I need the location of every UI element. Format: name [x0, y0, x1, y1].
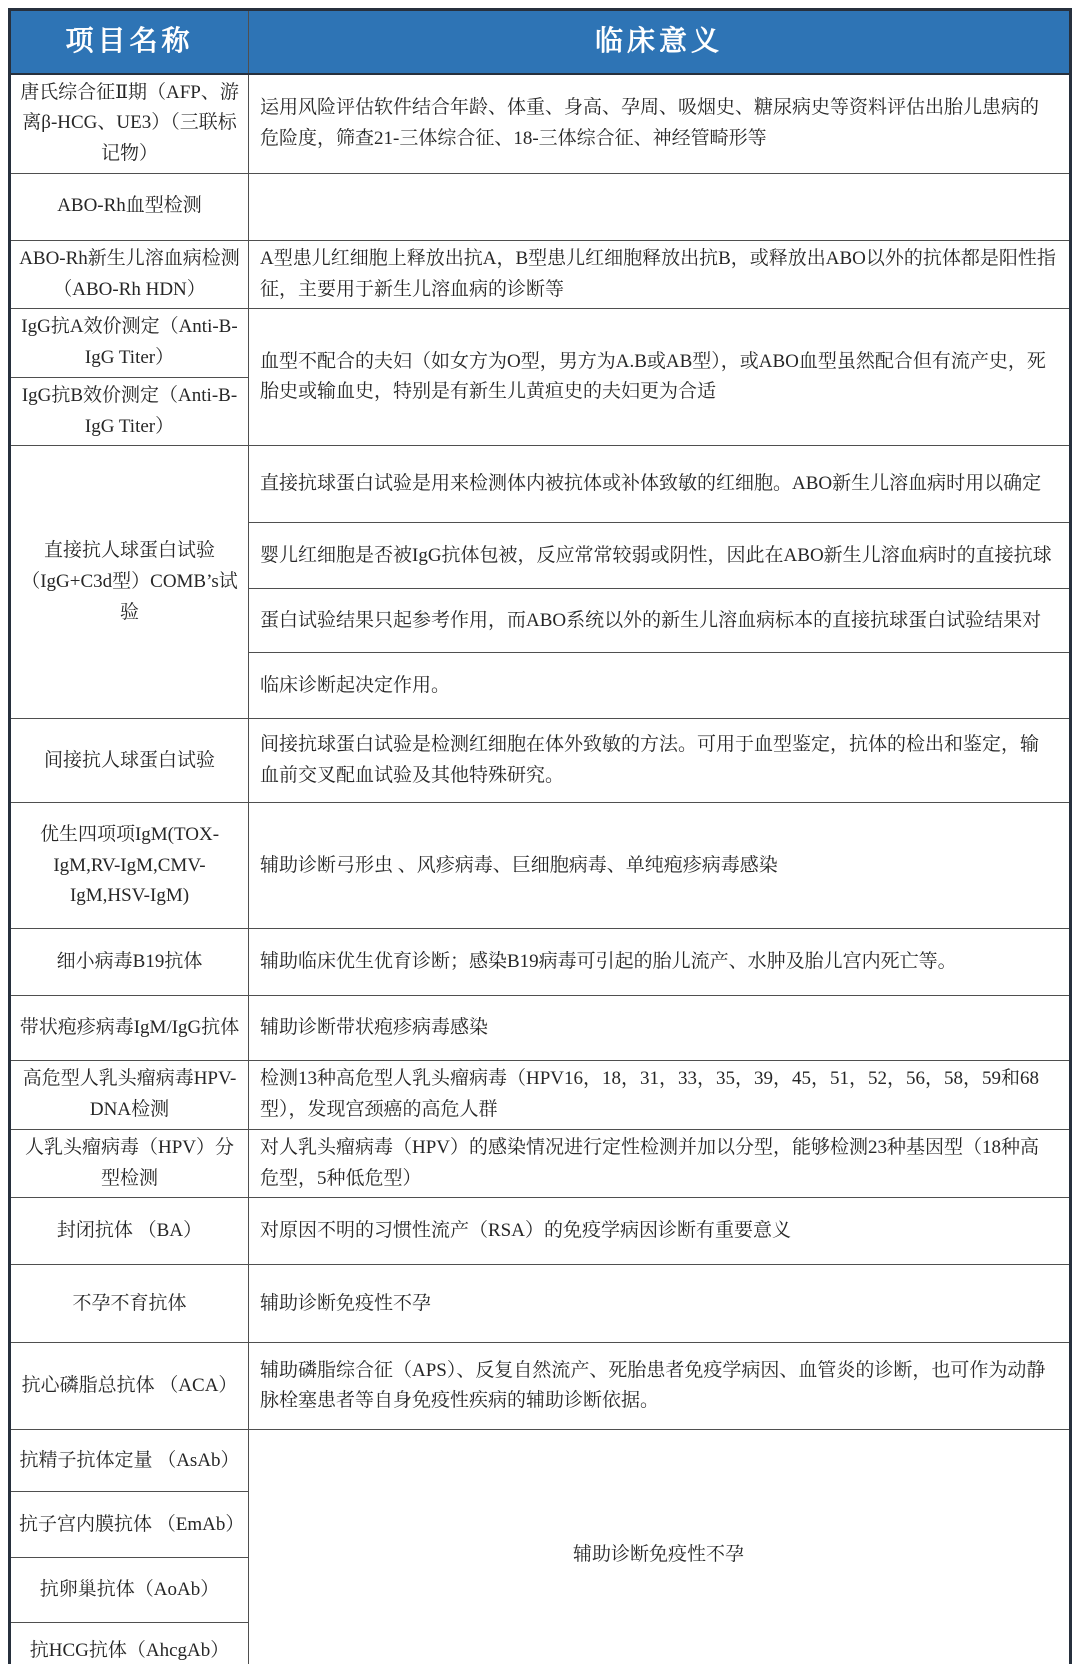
- table-row: [10, 173, 1071, 240]
- meaning-cell: 运用风险评估软件结合年龄、体重、身高、孕周、吸烟史、糖尿病史等资料评估出胎儿患病的危险度，筛查21-三体综合征、18-三体综合征、神经管畸形等: [249, 74, 1071, 174]
- table-row: [10, 1061, 1071, 1130]
- meaning-cell: 辅助临床优生优育诊断；感染B19病毒可引起的胎儿流产、水肿及胎儿宫内死亡等。: [249, 929, 1071, 996]
- meaning-subcell: 直接抗球蛋白试验是用来检测体内被抗体或补体致敏的红细胞。ABO新生儿溶血病时用以确定: [249, 446, 1071, 523]
- meaning-subcell: 蛋白试验结果只起参考作用，而ABO系统以外的新生儿溶血病标本的直接抗球蛋白试验结果对: [249, 589, 1071, 653]
- test-name-cell: IgG抗B效价测定（Anti-B-IgG Titer）: [10, 377, 249, 446]
- test-name-cell: 人乳头瘤病毒（HPV）分型检测: [10, 1129, 249, 1198]
- test-name-cell: 带状疱疹病毒IgM/IgG抗体: [10, 996, 249, 1061]
- meaning-cell: 检测13种高危型人乳头瘤病毒（HPV16，18，31，33，35，39，45，51，52，56，58，59和68型），发现宫颈癌的高危人群: [249, 1061, 1071, 1130]
- test-name-cell: 抗HCG抗体（AhcgAb）: [10, 1623, 249, 1664]
- table-row: [10, 1265, 1071, 1343]
- test-name-cell: 不孕不育抗体: [10, 1265, 249, 1343]
- test-name-cell: 唐氏综合征Ⅱ期（AFP、游离β-HCG、UE3）（三联标记物）: [10, 74, 249, 174]
- table-row: [10, 929, 1071, 996]
- column-header-clinical-significance: 临床意义: [249, 10, 1071, 74]
- test-name-cell: 高危型人乳头瘤病毒HPV-DNA检测: [10, 1061, 249, 1130]
- test-name-cell: 间接抗人球蛋白试验: [10, 719, 249, 803]
- table-row: [10, 74, 1071, 174]
- meaning-subcell: 临床诊断起决定作用。: [249, 653, 1071, 719]
- meaning-cell: 对人乳头瘤病毒（HPV）的感染情况进行定性检测并加以分型，能够检测23种基因型（18种高危型，5种低危型）: [249, 1129, 1071, 1198]
- clinical-significance-table: [8, 8, 1072, 1664]
- meaning-cell-empty: [249, 173, 1071, 240]
- meaning-subcell: 婴儿红细胞是否被IgG抗体包被，反应常常较弱或阴性，因此在ABO新生儿溶血病时的直接抗球: [249, 523, 1071, 589]
- test-name-cell: 抗子宫内膜抗体 （EmAb）: [10, 1492, 249, 1558]
- test-name-cell: 优生四项项IgM(TOX-IgM,RV-IgM,CMV-IgM,HSV-IgM): [10, 803, 249, 929]
- table-row: [10, 996, 1071, 1061]
- header-row: [10, 10, 1071, 74]
- meaning-cell: 间接抗球蛋白试验是检测红细胞在体外致敏的方法。可用于血型鉴定，抗体的检出和鉴定，输血前交叉配血试验及其他特殊研究。: [249, 719, 1071, 803]
- table-row: [10, 1343, 1071, 1430]
- table-row: [10, 240, 1071, 309]
- table-row: [10, 803, 1071, 929]
- table-row: [10, 1430, 1071, 1492]
- meaning-cell-merged: 辅助诊断免疫性不孕: [249, 1430, 1071, 1664]
- meaning-cell: A型患儿红细胞上释放出抗A，B型患儿红细胞释放出抗B，或释放出ABO以外的抗体都是阳性指征，主要用于新生儿溶血病的诊断等: [249, 240, 1071, 309]
- column-header-project-name: 项目名称: [10, 10, 249, 74]
- meaning-cell-merged: 血型不配合的夫妇（如女方为O型，男方为A.B或AB型），或ABO血型虽然配合但有流产史，死胎史或输血史，特别是有新生儿黄疸史的夫妇更为合适: [249, 309, 1071, 446]
- test-name-cell-merged: 直接抗人球蛋白试验（IgG+C3d型）COMB’s试验: [10, 446, 249, 719]
- test-name-cell: 细小病毒B19抗体: [10, 929, 249, 996]
- table-row: [10, 719, 1071, 803]
- table-row: [10, 309, 1071, 378]
- meaning-cell: 辅助诊断带状疱疹病毒感染: [249, 996, 1071, 1061]
- table-row: [10, 1198, 1071, 1265]
- test-name-cell: 抗卵巢抗体（AoAb）: [10, 1558, 249, 1623]
- test-name-cell: IgG抗A效价测定（Anti-B-IgG Titer）: [10, 309, 249, 378]
- table-row: [10, 446, 1071, 523]
- meaning-cell: 辅助诊断弓形虫 、风疹病毒、巨细胞病毒、单纯疱疹病毒感染: [249, 803, 1071, 929]
- meaning-cell: 辅助磷脂综合征（APS）、反复自然流产、死胎患者免疫学病因、血管炎的诊断，也可作为动静脉栓塞患者等自身免疫性疾病的辅助诊断依据。: [249, 1343, 1071, 1430]
- meaning-cell: 对原因不明的习惯性流产（RSA）的免疫学病因诊断有重要意义: [249, 1198, 1071, 1265]
- test-name-cell: ABO-Rh血型检测: [10, 173, 249, 240]
- table-row: [10, 1129, 1071, 1198]
- test-name-cell: 抗心磷脂总抗体 （ACA）: [10, 1343, 249, 1430]
- test-name-cell: 封闭抗体 （BA）: [10, 1198, 249, 1265]
- test-name-cell: 抗精子抗体定量 （AsAb）: [10, 1430, 249, 1492]
- test-name-cell: ABO-Rh新生儿溶血病检测（ABO-Rh HDN）: [10, 240, 249, 309]
- meaning-cell: 辅助诊断免疫性不孕: [249, 1265, 1071, 1343]
